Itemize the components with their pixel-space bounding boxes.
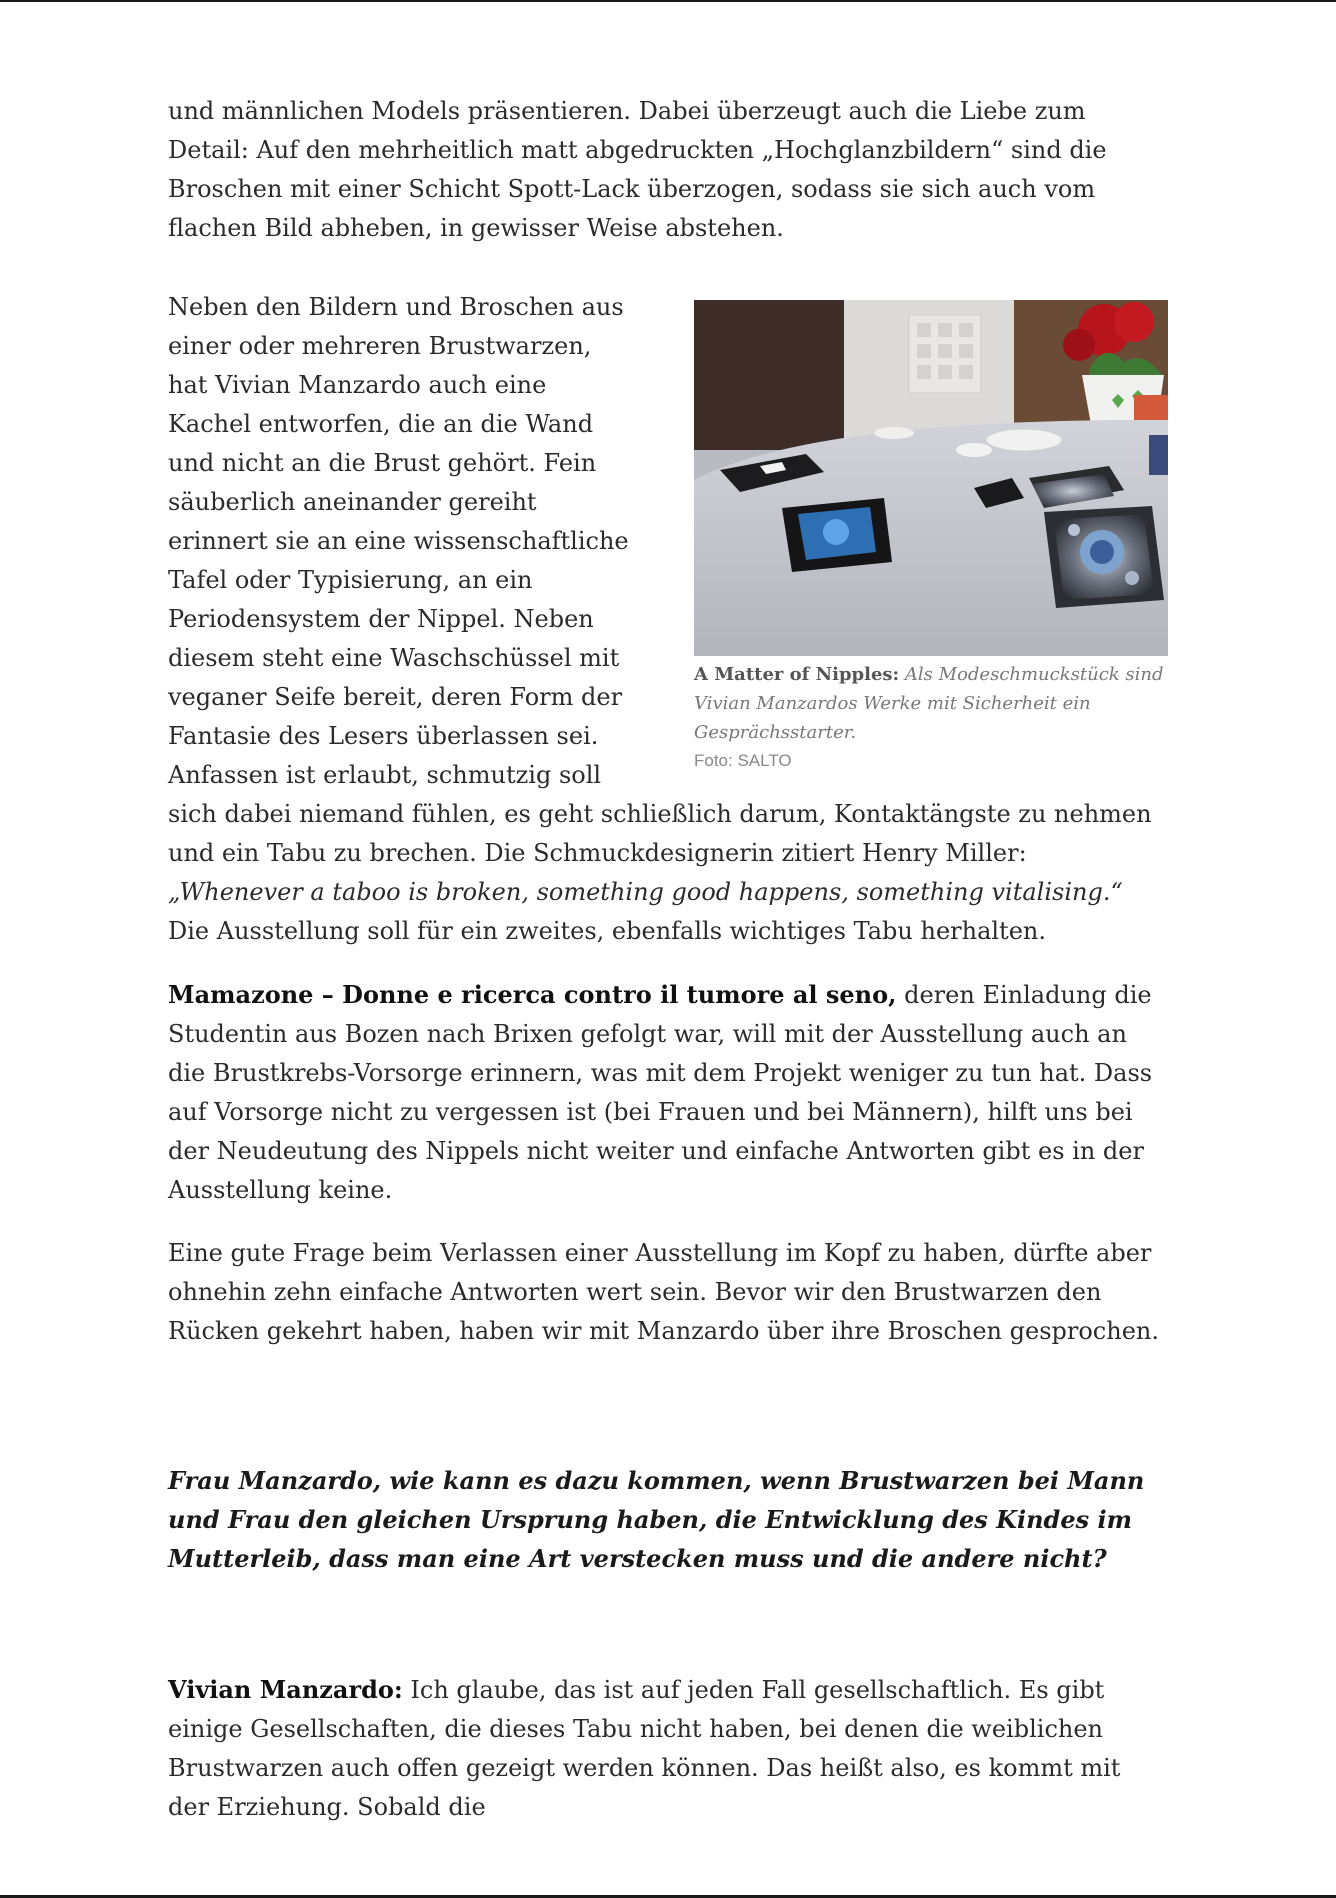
brooch-exhibition-image xyxy=(694,300,1168,656)
figure-caption xyxy=(694,660,1168,775)
article-figure xyxy=(694,300,1168,775)
paragraph-tile-text: Neben den Bildern und Broschen aus einer oder mehreren Brustwarzen, hat Vivian Manzardo auch eine Kachel entworfen, die an die Wand und nicht an die Brust gehört. Fein säuberlich aneinander gereiht erinnert sie an eine wissenschaftliche Tafel oder Typisierung, an ein Periodensystem der Nippel. Neben diesem steht eine Waschschüssel mit veganer Seife bereit, deren Form der Fantasie des Lesers überlassen sei. Anfassen ist erlaubt, schmutzig soll sich dabei niemand fühlen, es geht schließlich darum, Kontaktängste zu nehmen und ein Tabu zu brechen. Die Schmuckdesignerin zitiert Henry Miller: xyxy=(168,293,1152,867)
top-border xyxy=(0,0,1336,2)
answer-text: Ich glaube, das ist auf jeden Fall gesellschaftlich. Es gibt einige Gesellschaften, die dieses Tabu nicht haben, bei denen die weiblichen Brustwarzen auch offen gezeigt werden können. Das heißt also, es kommt mit der Erziehung. Sobald die xyxy=(168,1676,1121,1821)
interview-answer xyxy=(168,1670,1168,1827)
caption-title: A Matter of Nipples: xyxy=(694,664,900,685)
caption-text: Als Modeschmuckstück sind Vivian Manzardos Werke mit Sicherheit ein Gesprächsstarter. xyxy=(694,664,1164,743)
exhibition-photo[interactable] xyxy=(694,300,1168,656)
paragraph-mamazone xyxy=(168,975,1168,1210)
mamazone-organization: Mamazone – Donne e ricerca contro il tumore al seno, xyxy=(168,980,897,1009)
answer-speaker: Vivian Manzardo: xyxy=(168,1675,403,1704)
interview-question: Frau Manzardo, wie kann es dazu kommen, wenn Brustwarzen bei Mann und Frau den gleichen Ursprung haben, die Entwicklung des Kindes im Mutterleib, dass man eine Art verstecken muss und die andere nicht? xyxy=(168,1466,1145,1573)
article-body xyxy=(168,92,1168,1827)
photo-credit: Foto: SALTO xyxy=(694,751,792,770)
paragraph-question-intro: Eine gute Frage beim Verlassen einer Ausstellung im Kopf zu haben, dürfte aber ohnehin zehn einfache Antworten wert sein. Bevor wir den Brustwarzen den Rücken gekehrt haben, haben wir mit Manzardo über ihre Broschen gesprochen. xyxy=(168,1239,1159,1345)
paragraph-tile-end: Die Ausstellung soll für ein zweites, ebenfalls wichtiges Tabu herhalten. xyxy=(168,917,1046,945)
paragraph-models: und männlichen Models präsentieren. Dabei überzeugt auch die Liebe zum Detail: Auf den mehrheitlich matt abgedruckten „Hochglanzbildern“ sind die Broschen mit einer Schicht Spott-Lack überzogen, sodass sie sich auch vom flachen Bild abheben, in gewisser Weise abstehen. xyxy=(168,97,1107,242)
paragraph-mamazone-text: deren Einladung die Studentin aus Bozen nach Brixen gefolgt war, will mit der Ausstellung auch an die Brustkrebs-Vorsorge erinnern, was mit dem Projekt weniger zu tun hat. Dass auf Vorsorge nicht zu vergessen ist (bei Frauen und bei Männern), hilft uns bei der Neudeutung des Nippels nicht weiter und einfache Antworten gibt es in der Ausstellung keine. xyxy=(168,981,1153,1204)
henry-miller-quote: „Whenever a taboo is broken, something good happens, something vitalising.“ xyxy=(168,878,1123,906)
